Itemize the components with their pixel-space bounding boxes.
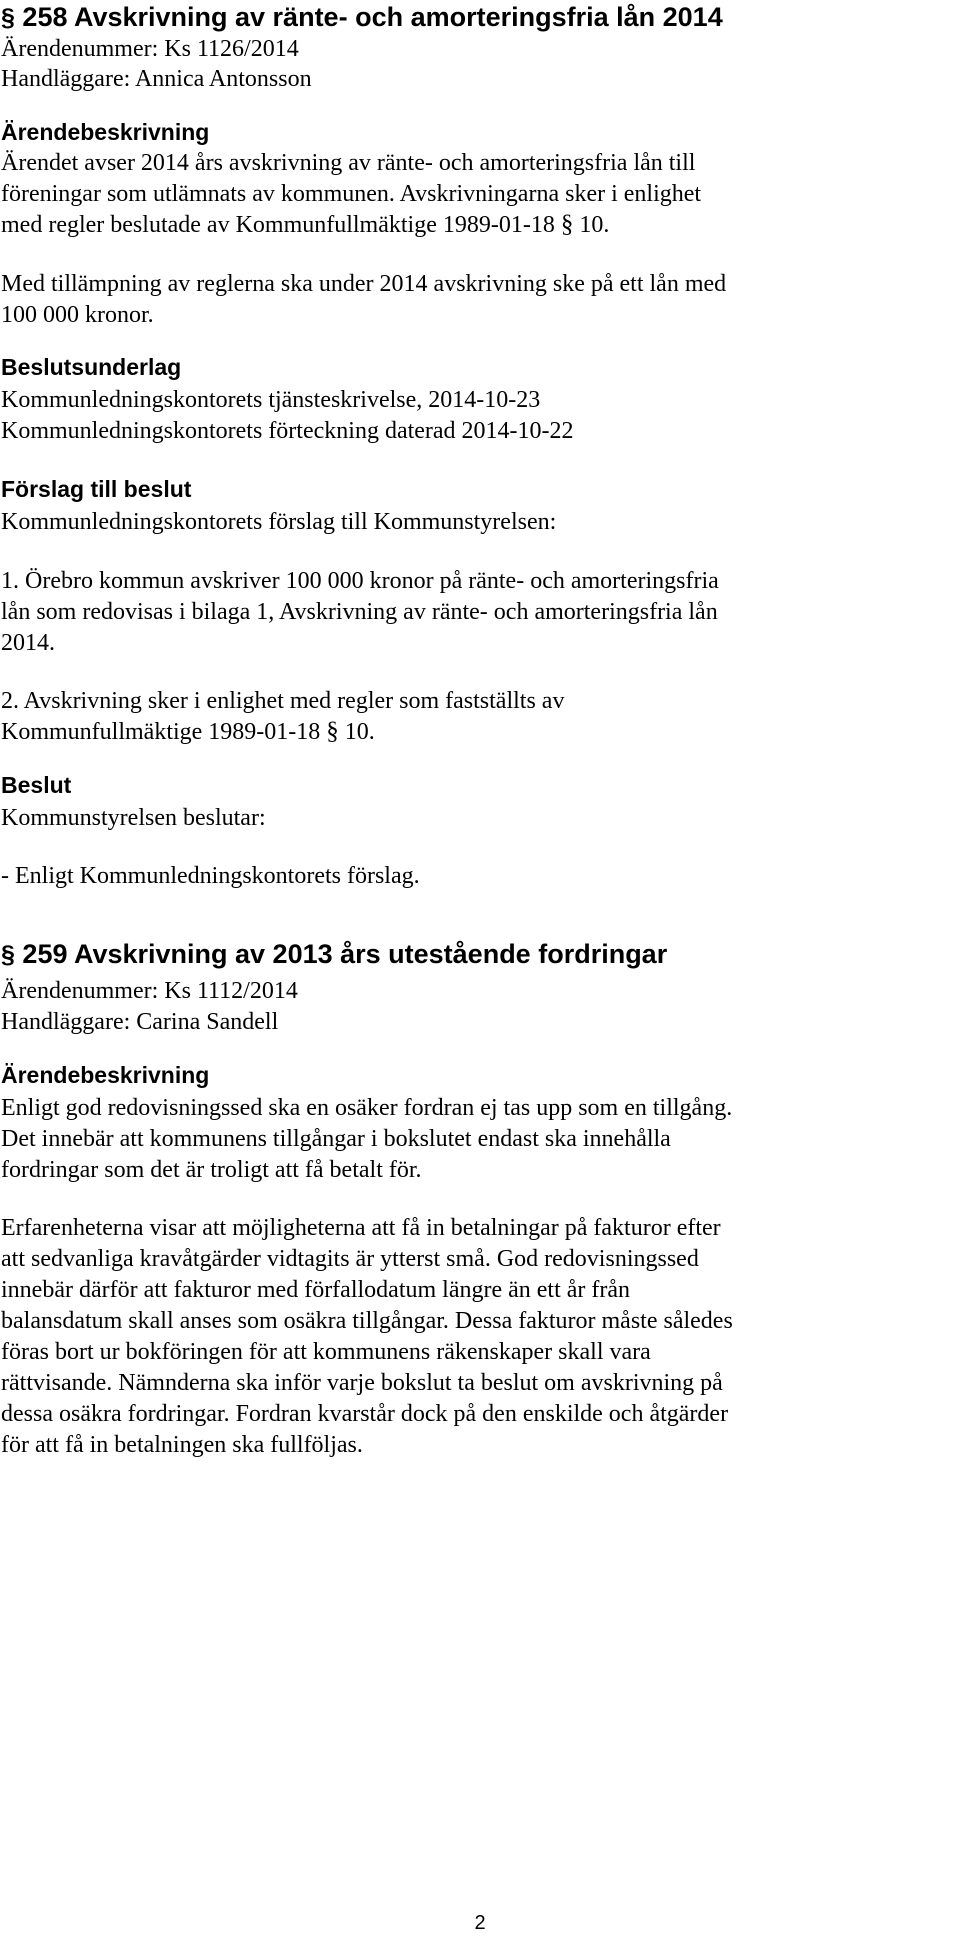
paragraph-1-line: fordringar som det är troligt att få betalt för. [1,1157,422,1183]
basis-line: Kommunledningskontorets förteckning daterad 2014-10-22 [1,418,574,444]
description-line: Ärendet avser 2014 års avskrivning av ränte- och amorteringsfria lån till [1,150,696,176]
section-258-title [1,0,723,35]
section-sign: § [326,718,339,745]
description-heading: Ärendebeskrivning [1,119,210,145]
description-line: föreningar som utlämnats av kommunen. Avskrivningarna sker i enlighet [1,181,702,207]
proposal-item-2-line: 2. Avskrivning sker i enlighet med regler som fastställts av [1,688,565,714]
description-line: med regler beslutade av Kommunfullmäktige 1989-01-18 [1,212,555,238]
application-line: Med tillämpning av reglerna ska under 2014 avskrivning ske på ett lån med [1,271,727,297]
section-258-title-text: 258 Avskrivning av ränte- och amorteringsfria lån 2014 [22,2,723,32]
paragraph-2-line: dessa osäkra fordringar. Fordran kvarstår dock på den enskilde och åtgärder [1,1401,729,1427]
case-number: Ärendenummer: Ks 1126/2014 [1,36,299,62]
section-259-title-text: 259 Avskrivning av 2013 års utestående fordringar [22,939,668,969]
proposal-heading: Förslag till beslut [1,476,192,502]
section-sign: § [1,941,15,969]
paragraph-2-line: för att få in betalningen ska fullföljas. [1,1432,363,1458]
proposal-item-2-line: Kommunfullmäktige 1989-01-18 [1,719,321,745]
paragraph-ref: 10. [579,212,610,238]
paragraph-2-line: innebär därför att fakturor med förfallodatum längre än ett år från [1,1277,631,1303]
proposal-item-1-line: lån som redovisas i bilaga 1, Avskrivning av ränte- och amorteringsfria lån [1,599,718,625]
decision-intro: Kommunstyrelsen beslutar: [1,805,266,831]
case-handler: Handläggare: Carina Sandell [1,1009,279,1035]
paragraph-2-line: balansdatum skall anses som osäkra tillgångar. Dessa fakturor måste således [1,1308,733,1334]
application-line: 100 000 kronor. [1,302,154,328]
section-sign: § [1,4,15,32]
decision-heading: Beslut [1,772,72,798]
decision-text: - Enligt Kommunledningskontorets förslag. [1,863,420,889]
proposal-item-1-line: 1. Örebro kommun avskriver 100 000 kronor på ränte- och amorteringsfria [1,568,719,594]
basis-heading: Beslutsunderlag [1,354,182,380]
paragraph-2-line: Erfarenheterna visar att möjligheterna att få in betalningar på fakturor efter [1,1215,721,1241]
paragraph-2-line: att sedvanliga kravåtgärder vidtagits är ytterst små. God redovisningssed [1,1246,699,1272]
page-number: 2 [474,1912,486,1934]
section-259-title [1,937,667,972]
description-heading: Ärendebeskrivning [1,1062,210,1088]
proposal-item-1-line: 2014. [1,630,55,656]
case-handler: Handläggare: Annica Antonsson [1,66,312,92]
paragraph-ref: 10. [344,719,375,745]
basis-line: Kommunledningskontorets tjänsteskrivelse, 2014-10-23 [1,387,541,413]
case-number: Ärendenummer: Ks 1112/2014 [1,978,298,1004]
paragraph-2-line: föras bort ur bokföringen för att kommunens räkenskaper skall vara [1,1339,651,1365]
paragraph-2-line: rättvisande. Nämnderna ska inför varje bokslut ta beslut om avskrivning på [1,1370,723,1396]
proposal-intro: Kommunledningskontorets förslag till Kommunstyrelsen: [1,509,557,535]
section-sign: § [560,211,574,238]
paragraph-1-line: Enligt god redovisningssed ska en osäker fordran ej tas upp som en tillgång. [1,1095,733,1121]
paragraph-1-line: Det innebär att kommunens tillgångar i bokslutet endast ska innehålla [1,1126,671,1152]
description-line-ref [1,210,609,240]
proposal-item-2-line-ref [1,717,375,747]
